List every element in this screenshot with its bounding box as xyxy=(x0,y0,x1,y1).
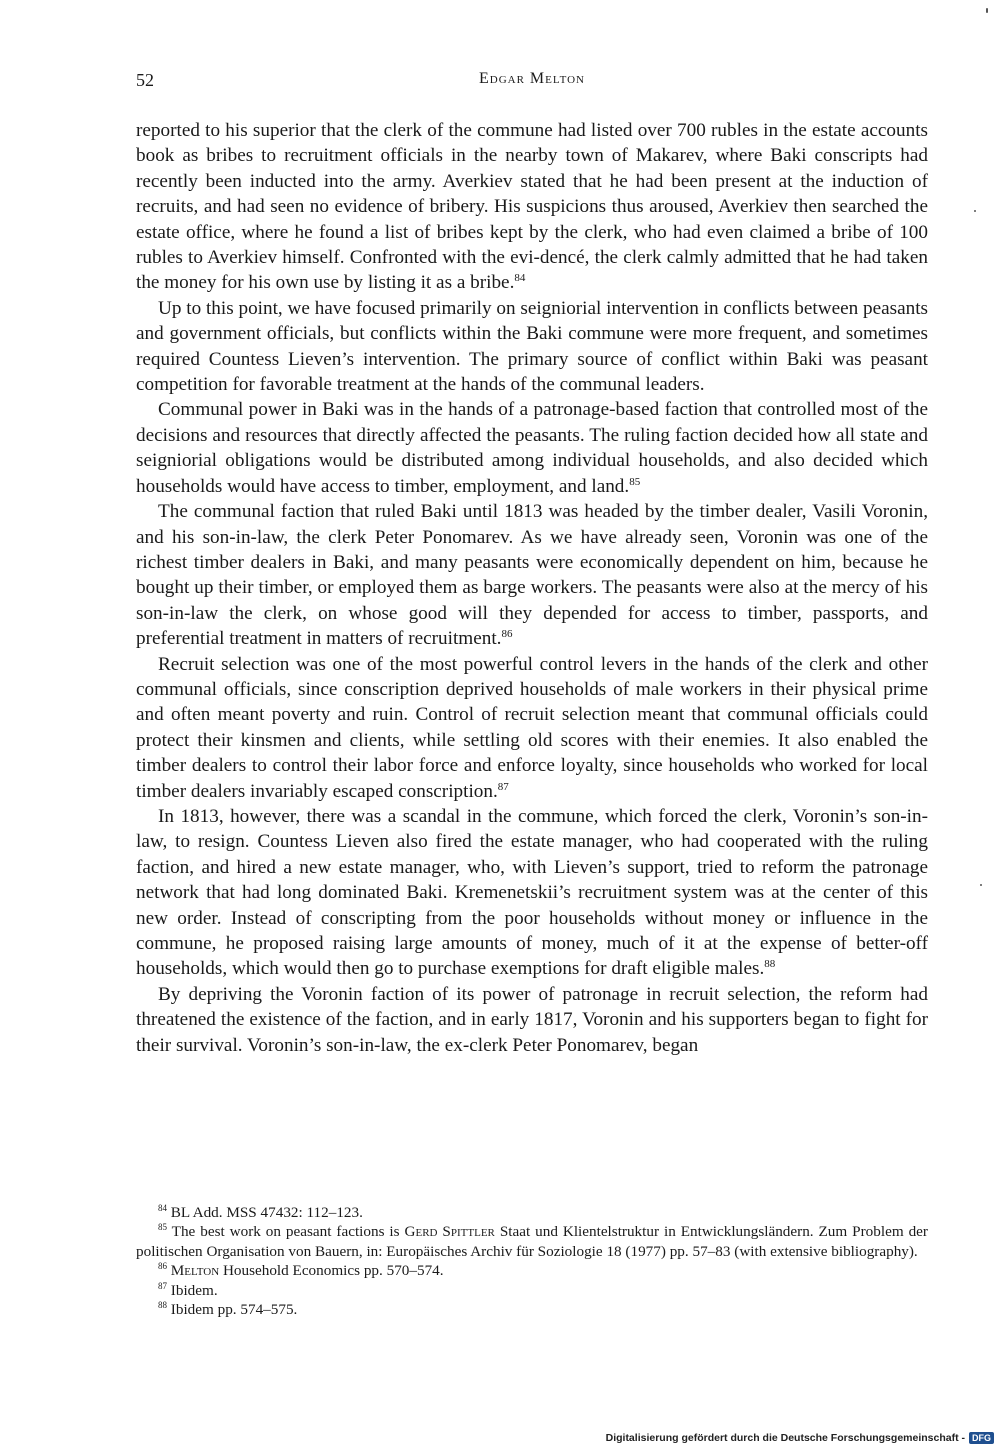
paragraph: reported to his superior that the clerk of the commune had listed over 700 rubles in the estate accounts book as bribes to recruitment officials in the nearby town of Makarev, where Baki conscripts had recently been inducted into the army. Averkiev stated that he had been present at the induction of recruits, and had seen no evidence of bribery. His suspicions thus aroused, Averkiev then searched the estate office, where he found a list of bribes kept by the clerk, who had even claimed a bribe of 100 rubles to Averkiev himself. Confronted with the evi-dencé, the clerk calmly admitted that he had taken the money for his own use by listing it as a bribe.$^{84}$ xyxy=(136,120,928,294)
paragraph: In 1813, however, there was a scandal in the commune, which forced the clerk, Voronin’s son-in-law, to resign. Countess Lieven also fired the estate manager, who had cooperated with the ruling faction, and hired a new estate manager, who, with Lieven’s support, tried to reform the patronage network that had long dominated Baki. Kremenetskii’s recruitment system was at the center of this new order. Instead of conscripting from the poor households without money or influence in the commune, he proposed raising large amounts of money, much of it at the expense of better-off households, which would then go to purchase exemptions for draft eligible males.$^{88}$ xyxy=(136,805,928,980)
footnote: $^{85}$ The best work on peasant factions is Gerd Spittler Staat und Klientelstruktur in Entwicklungsländern. Zum Problem der politischen Organisation von Bauern, in: Europäisches Archiv für Soziologie 18 (1977) pp. 57–83 (with extensive bibliography). xyxy=(136,1222,928,1260)
paragraph: Up to this point, we have focused primarily on seigniorial intervention in conflicts between peasants and government officials, but conflicts within the Baki commune were more frequent, and sometimes required Countess Lieven’s intervention. The primary source of conflict within Baki was peasant competition for favorable treatment at the hands of the communal leaders. xyxy=(136,297,928,396)
paragraph: The communal faction that ruled Baki until 1813 was headed by the timber dealer, Vasili Voronin, and his son-in-law, the clerk Peter Ponomarev. As we have already seen, Voronin was one of the richest timber dealers in Baki, and many peasants were economically dependent on him, because he bought up their timber, or employed them as barge workers. The peasants were also at the mercy of his son-in-law the clerk, on whose good will they depended for access to timber, passports, and preferential treatment in matters of recruitment.$^{86}$ xyxy=(136,501,928,650)
paragraph: Communal power in Baki was in the hands of a patronage-based faction that controlled most of the decisions and resources that directly affected the peasants. The ruling faction decided how all state and seigniorial obligations would be distributed among individual households, and also decided which households would have access to timber, employment, and land.$^{85}$ xyxy=(136,399,928,497)
scan-speck xyxy=(980,884,982,886)
footnote-number: 88 xyxy=(158,1300,167,1311)
footnote-author: Gerd Spittler xyxy=(404,1223,495,1241)
page-header xyxy=(136,70,928,98)
paragraph: Recruit selection was one of the most powerful control levers in the hands of the clerk and other communal officials, since conscription deprived households of male workers in their physical prime and often meant poverty and ruin. Control of recruit selection meant that communal officials could protect their kinsmen and clients, while settling old scores with their enemies. It also enabled the timber dealers to control their labor force and enforce loyalty, since households who worked for local timber dealers invariably escaped conscription.$^{87}$ xyxy=(136,653,928,802)
footnote-number: 84 xyxy=(158,1203,167,1213)
dfg-logo: DFG xyxy=(969,1432,994,1444)
footnote-ref: 88 xyxy=(764,958,776,971)
paragraph: By depriving the Voronin faction of its power of patronage in recruit selection, the reform had threatened the existence of the faction, and in early 1817, Voronin and his supporters began to fight for their survival. Voronin’s son-in-law, the ex-clerk Peter Ponomarev, began xyxy=(136,983,928,1056)
body-text xyxy=(136,118,928,1058)
footnote-number: 86 xyxy=(158,1261,167,1272)
footnote: $^{86}$ Melton Household Economics pp. 570–574. xyxy=(158,1261,444,1280)
footnotes xyxy=(136,1203,928,1319)
scan-speck xyxy=(986,8,988,13)
digitization-credit xyxy=(606,1432,994,1444)
footnote-ref: 87 xyxy=(497,780,509,793)
scan-speck xyxy=(974,210,976,212)
footnote-author: Melton xyxy=(170,1262,220,1280)
footnote: $^{87}$ Ibidem. xyxy=(158,1280,218,1299)
footnote: $^{84}$ BL Add. MSS 47432: 112–123. xyxy=(158,1203,363,1221)
footnote-number: 85 xyxy=(158,1222,167,1233)
footnote-ref: 84 xyxy=(514,272,526,285)
running-head: Edgar Melton xyxy=(478,70,585,87)
footnote: $^{88}$ Ibidem pp. 574–575. xyxy=(158,1300,298,1319)
digitization-credit-text: Digitalisierung gefördert durch die Deutsche Forschungsgemeinschaft - xyxy=(605,1432,965,1444)
footnote-number: 87 xyxy=(158,1280,167,1291)
page-number: 52 xyxy=(136,70,154,90)
footnote-ref: 85 xyxy=(629,475,641,488)
footnote-ref: 86 xyxy=(501,628,513,641)
